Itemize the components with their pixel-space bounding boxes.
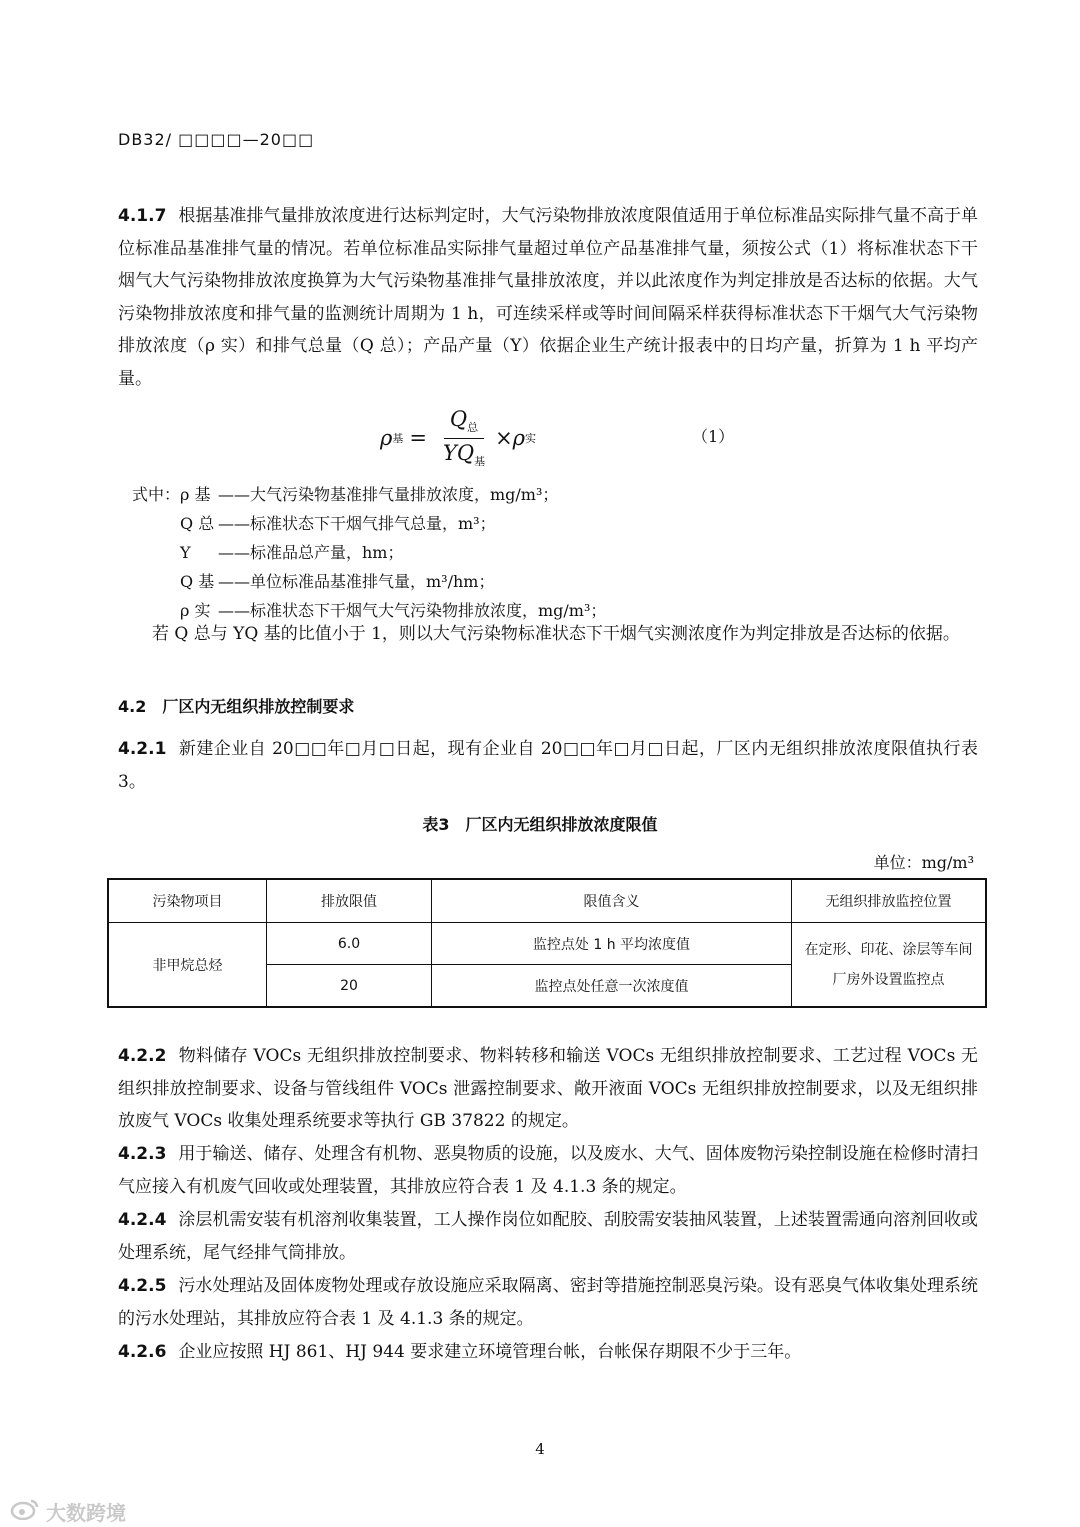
definition-row — [118, 480, 606, 509]
clause-text: 企业应按照 HJ 861、HJ 944 要求建立环境管理台帐，台帐保存期限不少于三年。 — [178, 1342, 802, 1362]
location-cell: 在定形、印花、涂层等车间厂房外设置监控点 — [792, 923, 987, 1008]
formula-1: ρ 基 = $\frac{Q_总}{YQ_基}$ × ρ 实 — [380, 407, 537, 468]
table-caption: 表3 厂区内无组织排放浓度限值 — [422, 815, 658, 834]
column-header: 污染物项目 — [108, 879, 267, 923]
definition-symbol: Q 总 — [180, 514, 215, 533]
watermark — [10, 1497, 126, 1526]
clause-text: 新建企业自 20□□年□月□日起，现有企业自 20□□年□月□日起，厂区内无组织排放浓度限值执行表 3。 — [118, 739, 978, 792]
emission-limits-table — [107, 878, 987, 1008]
clause-4-2-4 — [118, 1204, 978, 1269]
clause-number: 4.2.1 — [118, 739, 167, 759]
table-unit: 单位：mg/m³ — [873, 853, 974, 872]
clause-4-2-5 — [118, 1270, 978, 1335]
limit-cell: 20 — [267, 965, 432, 1008]
definition-text: ——标准品总产量，hm； — [218, 543, 404, 562]
clause-4-1-7 — [118, 200, 978, 396]
table-row — [108, 923, 986, 965]
formula-rhs-sub: 实 — [525, 432, 537, 445]
clause-4-2-3 — [118, 1138, 978, 1203]
watermark-text: 大数跨境 — [46, 1501, 126, 1525]
definition-row — [118, 509, 606, 538]
pollutant-cell: 非甲烷总烃 — [108, 923, 267, 1008]
clause-text: 用于输送、储存、处理含有机物、恶臭物质的设施，以及废水、大气、固体废物污染控制设施在检修时清扫气应接入有机废气回收或处理装置，其排放应符合表 1 及 4.1.3 条的规定。 — [118, 1144, 978, 1197]
meaning-cell: 监控点处 1 h 平均浓度值 — [432, 923, 792, 965]
definition-text: ——标准状态下干烟气排气总量，m³； — [218, 514, 496, 533]
definition-text: ——单位标准品基准排气量，m³/hm； — [218, 572, 495, 591]
formula-numerator: Q — [449, 407, 468, 432]
formula-denominator-sub: 基 — [474, 454, 486, 468]
formula-denominator: YQ — [442, 440, 475, 465]
clause-number: 4.2.6 — [118, 1342, 167, 1362]
clause-number: 4.2.5 — [118, 1276, 167, 1296]
formula-numerator-sub: 总 — [467, 421, 479, 435]
definition-symbol: ρ 实 — [180, 601, 211, 620]
table-header-row — [108, 879, 986, 923]
column-header: 无组织排放监控位置 — [792, 879, 987, 923]
formula-lhs-sub: 基 — [392, 432, 404, 445]
document-code: DB32/ □□□□—20□□ — [118, 130, 315, 149]
clause-number: 4.1.7 — [118, 206, 167, 226]
page-number: 4 — [535, 1440, 545, 1458]
clause-4-2-1 — [118, 733, 978, 798]
definition-symbol: Y — [180, 543, 191, 562]
clause-4-2-2 — [118, 1040, 978, 1138]
clause-number: 4.2.3 — [118, 1144, 167, 1164]
clause-text: 物料储存 VOCs 无组织排放控制要求、物料转移和输送 VOCs 无组织排放控制要求、工艺过程 VOCs 无组织排放控制要求、设备与管线组件 VOCs 泄露控制要求、敞开液面 VOCs 无组织排放控制要求，以及无组织排放废气 VOCs 收集处理系统要求等执行 GB 37822 的规定。 — [118, 1046, 978, 1132]
formula-lhs: ρ — [380, 426, 393, 450]
formula-rhs: ρ — [512, 426, 526, 450]
formula-fraction — [437, 407, 491, 468]
column-header: 限值含义 — [432, 879, 792, 923]
clause-text: 涂层机需安装有机溶剂收集装置，工人操作岗位如配胶、刮胶需安装抽风装置，上述装置需通向溶剂回收或处理系统，尾气经排气筒排放。 — [118, 1210, 978, 1263]
section-4-2-title: 4.2 厂区内无组织排放控制要求 — [118, 697, 355, 716]
definition-symbol: Q 基 — [180, 572, 215, 591]
clause-number: 4.2.4 — [118, 1210, 167, 1230]
definition-text: ——标准状态下干烟气大气污染物排放浓度，mg/m³； — [218, 601, 607, 620]
clause-text: 污水处理站及固体废物处理或存放设施应采取隔离、密封等措施控制恶臭污染。设有恶臭气体收集处理系统的污水处理站，其排放应符合表 1 及 4.1.3 条的规定。 — [118, 1276, 978, 1329]
clause-number: 4.2.2 — [118, 1046, 167, 1066]
formula-definitions — [118, 480, 606, 625]
definition-lead: 式中： — [131, 485, 180, 504]
definition-row — [118, 538, 606, 567]
clause-text: 根据基准排气量排放浓度进行达标判定时，大气污染物排放浓度限值适用于单位标准品实际排气量不高于单位标准品基准排气量的情况。若单位标准品实际排气量超过单位产品基准排气量，须按公式（1）将标准状态下干烟气大气污染物排放浓度换算为大气污染物基准排气量排放浓度，并以此浓度作为判定排放是否达标的依据。大气污染物排放浓度和排气量的监测统计周期为 1 h，可连续采样或等时间间隔采样获得标准状态下干烟气大气污染物排放浓度（ρ 实）和排气总量（Q 总）；产品产量（Y）依据企业生产统计报表中的日均产量，折算为 1 h 平均产量。 — [118, 206, 978, 389]
weibo-icon — [10, 1498, 40, 1525]
definition-text: ——大气污染物基准排气量排放浓度，mg/m³； — [218, 485, 559, 504]
column-header: 排放限值 — [267, 879, 432, 923]
clause-4-2-6 — [118, 1336, 978, 1369]
formula-times: × — [495, 426, 513, 450]
equation-number: （1） — [692, 427, 735, 446]
limit-cell: 6.0 — [267, 923, 432, 965]
meaning-cell: 监控点处任意一次浓度值 — [432, 965, 792, 1008]
definition-row — [118, 567, 606, 596]
definition-symbol: ρ 基 — [180, 485, 211, 504]
ratio-note: 若 Q 总与 YQ 基的比值小于 1，则以大气污染物标准状态下干烟气实测浓度作为判定排放是否达标的依据。 — [152, 624, 960, 644]
